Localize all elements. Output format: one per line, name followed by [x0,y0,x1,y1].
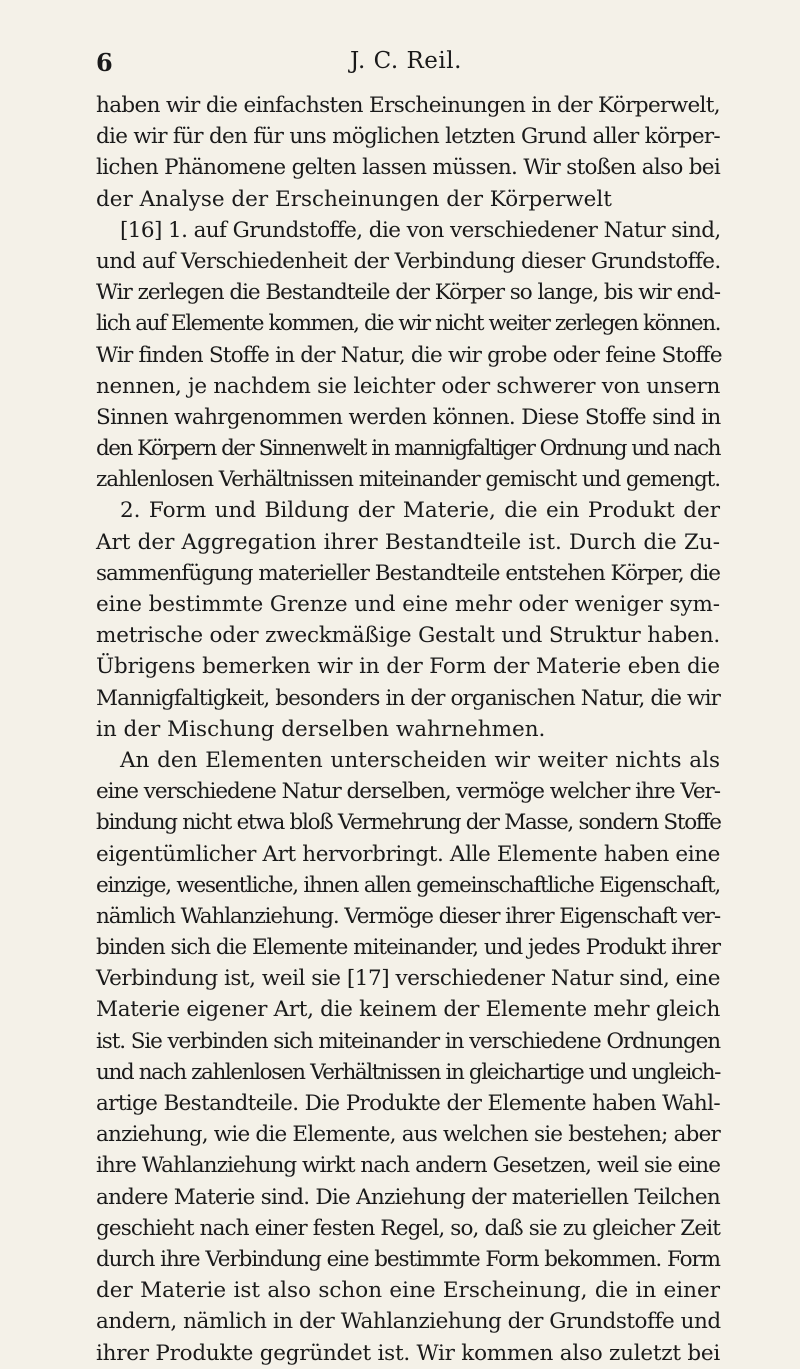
text-line: durch ihre Verbindung eine bestimmte Form bekommen. Form [96,1246,720,1272]
text-line: die wir für den für uns möglichen letzten Grund aller körper- [96,124,720,150]
text-line: und auf Verschiedenheit der Verbindung dieser Grundstoffe. [96,248,721,274]
text-line: Übrigens bemerken wir in der Form der Materie eben die [96,654,720,680]
text-line: ihre Wahlanziehung wirkt nach andern Gesetzen, weil sie eine [96,1153,720,1179]
page-header [96,48,716,78]
text-line: lich auf Elemente kommen, die wir nicht weiter zerlegen können. [96,311,720,337]
text-line: nämlich Wahlanziehung. Vermöge dieser ihrer Eigenschaft ver- [96,903,720,929]
text-line: Materie eigener Art, die keinem der Elemente mehr gleich [96,997,720,1023]
text-line: in der Mischung derselben wahrnehmen. [96,716,546,742]
text-line: Art der Aggregation ihrer Bestandteile ist. Durch die Zu- [96,529,720,555]
text-line: Mannigfaltigkeit, besonders in der organischen Natur, die wir [96,685,720,711]
text-line: eine bestimmte Grenze und eine mehr oder weniger sym- [96,592,720,617]
text-line: An den Elementen unterscheiden wir weiter nichts als [120,747,720,773]
text-line: haben wir die einfachsten Erscheinungen in der Körperwelt, [96,93,720,118]
text-line: ist. Sie verbinden sich miteinander in verschiedene Ordnungen [96,1028,720,1054]
text-line: andern, nämlich in der Wahlanziehung der Grundstoffe und [96,1309,721,1335]
text-line: anziehung, wie die Elemente, aus welchen sie bestehen; aber [96,1122,721,1148]
text-line: einzige, wesentliche, ihnen allen gemeinschaftliche Eigenschaft, [96,872,720,898]
text-line: nennen, je nachdem sie leichter oder schwerer von unsern [96,373,720,399]
text-line: andere Materie sind. Die Anziehung der materiellen Teilchen [96,1184,720,1210]
text-line: zahlenlosen Verhältnissen miteinander gemischt und gemengt. [96,467,720,493]
text-line: der Materie ist also schon eine Erscheinung, die in einer [96,1278,720,1304]
text-line: binden sich die Elemente miteinander, und jedes Produkt ihrer [96,935,720,961]
text-line: und nach zahlenlosen Verhältnissen in gleichartige und ungleich- [96,1059,720,1085]
text-line: eigentümlicher Art hervorbringt. Alle Elemente haben eine [96,841,720,867]
page-number: 6 [96,48,113,77]
text-line: [16] 1. auf Grundstoffe, die von verschiedener Natur sind, [120,217,721,243]
text-line: eine verschiedene Natur derselben, vermöge welcher ihre Ver- [96,779,720,805]
text-line: 2. Form und Bildung der Materie, die ein Produkt der [120,498,720,524]
text-line: Wir zerlegen die Bestandteile der Körper so lange, bis wir end- [96,280,720,306]
text-line: metrische oder zweckmäßige Gestalt und Struktur haben. [96,623,720,649]
text-line: bindung nicht etwa bloß Vermehrung der Masse, sondern Stoffe [96,810,721,836]
text-line: Wir finden Stoffe in der Natur, die wir grobe oder feine Stoffe [96,342,722,368]
text-line: artige Bestandteile. Die Produkte der Elemente haben Wahl- [96,1091,720,1116]
text-line: geschieht nach einer festen Regel, so, daß sie zu gleicher Zeit [96,1215,720,1241]
text-line: lichen Phänomene gelten lassen müssen. Wir stoßen also bei [96,155,720,181]
text-line: Sinnen wahrgenommen werden können. Diese Stoffe sind in [96,404,721,430]
text-line: ihrer Produkte gegründet ist. Wir kommen also zuletzt bei [96,1340,720,1366]
text-line: den Körpern der Sinnenwelt in mannigfaltiger Ordnung und nach [96,436,720,462]
body-text [96,90,720,1369]
text-line: sammenfügung materieller Bestandteile entstehen Körper, die [96,560,720,586]
text-line: Verbindung ist, weil sie [17] verschiedener Natur sind, eine [96,966,720,992]
running-title: J. C. Reil. [350,48,462,74]
text-line: der Analyse der Erscheinungen der Körperwelt [96,186,612,212]
